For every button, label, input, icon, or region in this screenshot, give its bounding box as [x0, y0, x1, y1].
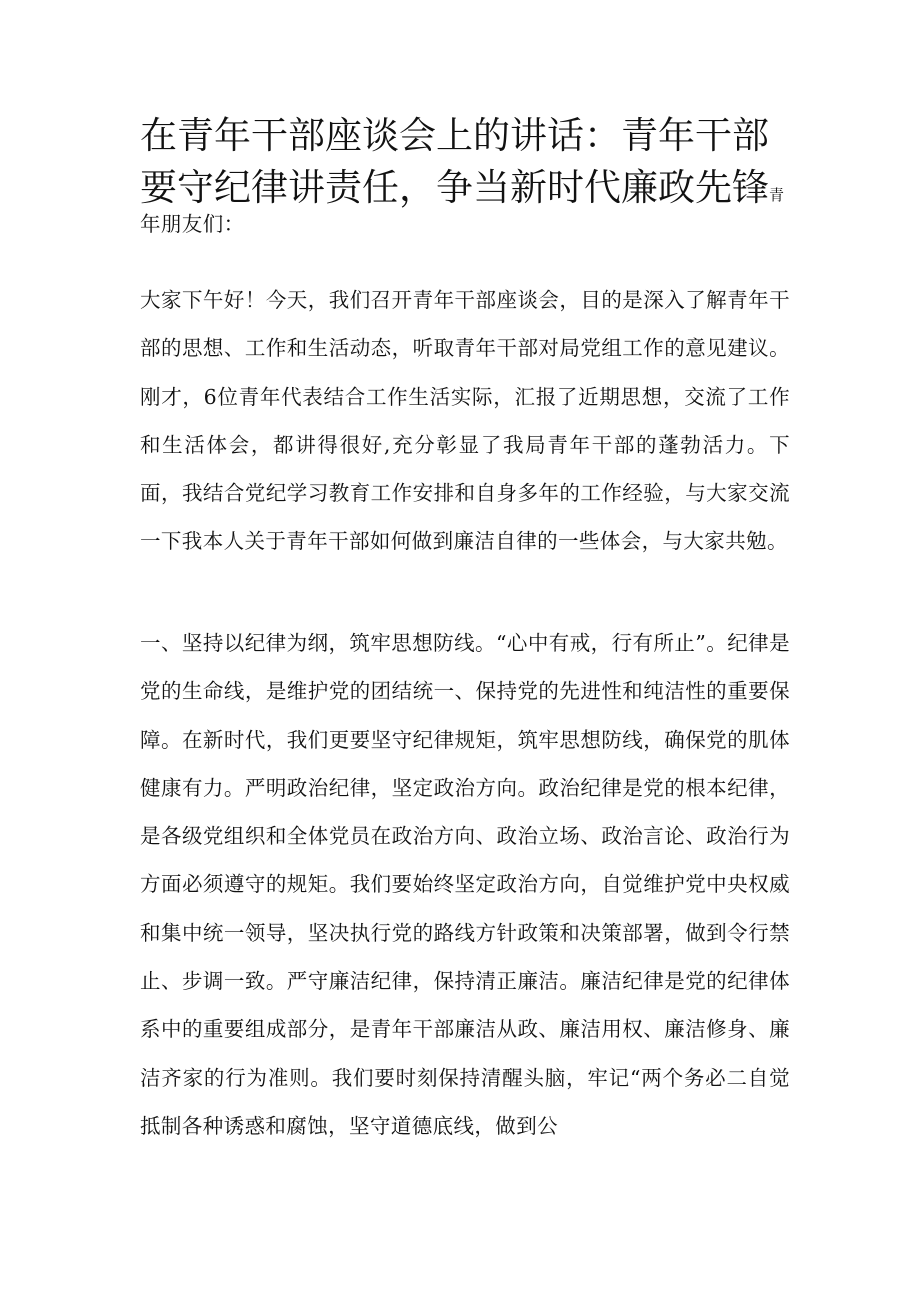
opening-paragraph: 大家下午好！今天，我们召开青年干部座谈会，目的是深入了解青年干部的思想、工作和生活动态，听取青年干部对局党组工作的意见建议。刚才，6位青年代表结合工作生活实际，汇报了近期思想，交流了工作和生活体会，都讲得很好,充分彰显了我局青年干部的蓬勃活力。下面，我结合党纪学习教育工作安排和自身多年的工作经验，与大家交流一下我本人关于青年干部如何做到廉洁自律的一些体会，与大家共勉。: [140, 288, 790, 554]
title-main-text: 在青年干部座谈会上的讲话：青年干部要守纪律讲责任，争当新时代廉政先锋: [140, 114, 769, 209]
section-one-paragraph: 一、坚持以纪律为纲，筑牢思想防线。“心中有戒，行有所止”。纪律是党的生命线，是维护党的团结统一、保持党的先进性和纯洁性的重要保障。在新时代，我们更要坚守纪律规矩，筑牢思想防线，确保党的肌体健康有力。严明政治纪律，坚定政治方向。政治纪律是党的根本纪律，是各级党组织和全体党员在政治方向、政治立场、政治言论、政治行为方面必须遵守的规矩。我们要始终坚定政治方向，自觉维护党中央权威和集中统一领导，坚决执行党的路线方针政策和决策部署，做到令行禁止、步调一致。严守廉洁纪律，保持清正廉洁。廉洁纪律是党的纪律体系中的重要组成部分，是青年干部廉洁从政、廉洁用权、廉洁修身、廉洁齐家的行为准则。我们要时刻保持清醒头脑，牢记“两个务必二自觉抵制各种诱惑和腐蚀，坚守道德底线，做到公: [140, 631, 790, 1138]
salutation-paragraph: 年朋友们：: [140, 212, 245, 236]
title-tail-text: 青: [769, 186, 785, 204]
